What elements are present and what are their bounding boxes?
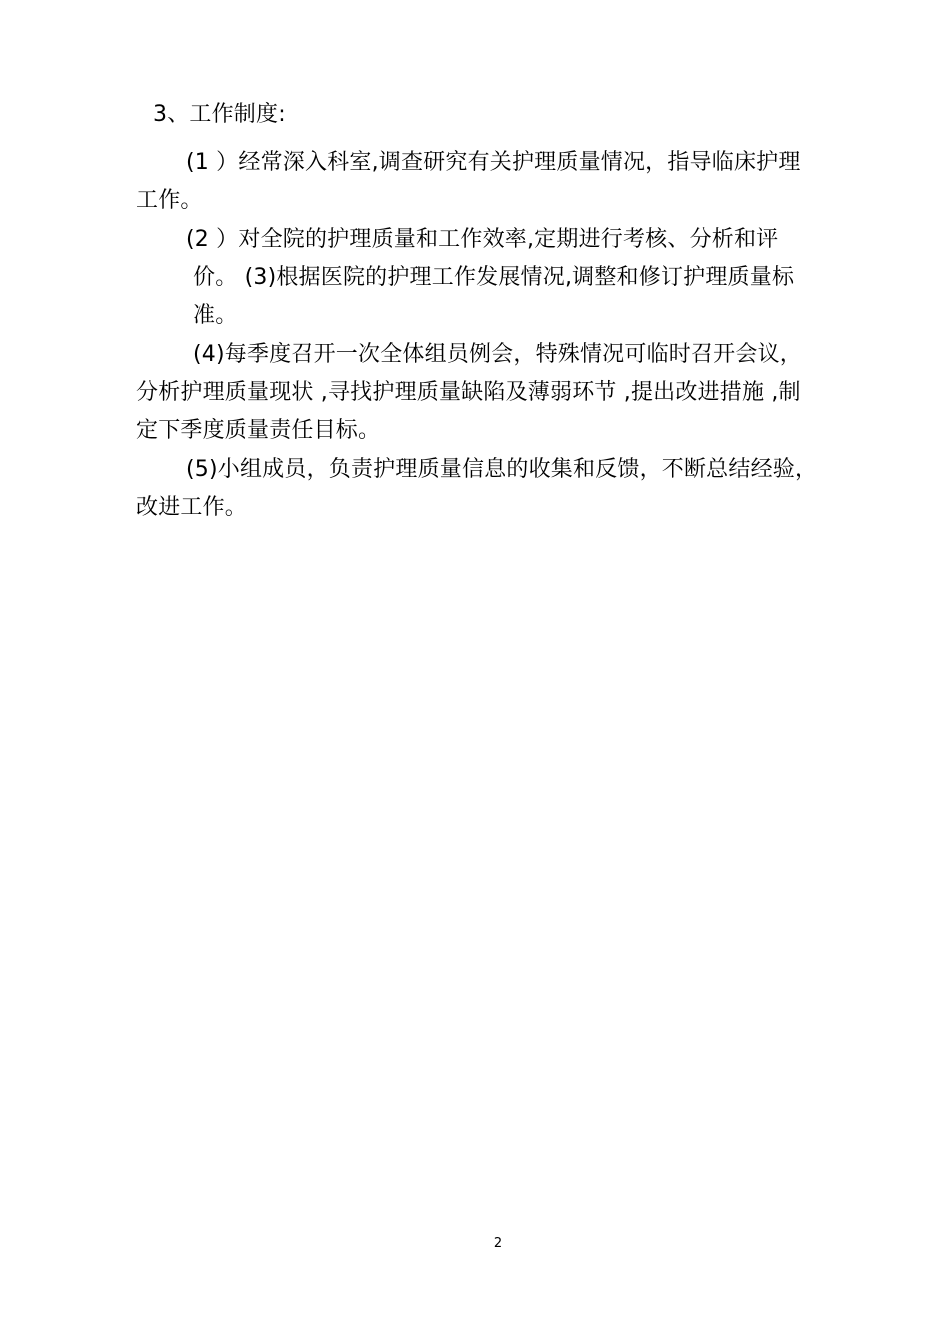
item-1-line-1: (1 ）经常深入科室,调查研究有关护理质量情况，指导临床护理 — [186, 150, 801, 175]
page-number: 2 — [493, 1236, 503, 1251]
item-2-line-3: 准。 — [193, 303, 238, 328]
item-4-line-2: 分析护理质量现状 ,寻找护理质量缺陷及薄弱环节 ,提出改进措施 ,制 — [136, 380, 801, 405]
section-heading: 3、工作制度: — [153, 102, 286, 127]
item-2-line-1: (2 ）对全院的护理质量和工作效率,定期进行考核、分析和评 — [186, 227, 779, 252]
item-2-line-2: 价。 (3)根据医院的护理工作发展情况,调整和修订护理质量标 — [193, 265, 795, 290]
item-4-line-3: 定下季度质量责任目标。 — [136, 418, 381, 443]
item-5-line-2: 改进工作。 — [136, 495, 248, 520]
item-1-line-2: 工作。 — [136, 188, 203, 213]
item-5-line-1: (5)小组成员，负责护理质量信息的收集和反馈，不断总结经验， — [186, 457, 818, 482]
item-4-line-1: (4)每季度召开一次全体组员例会，特殊情况可临时召开会议， — [193, 342, 802, 367]
